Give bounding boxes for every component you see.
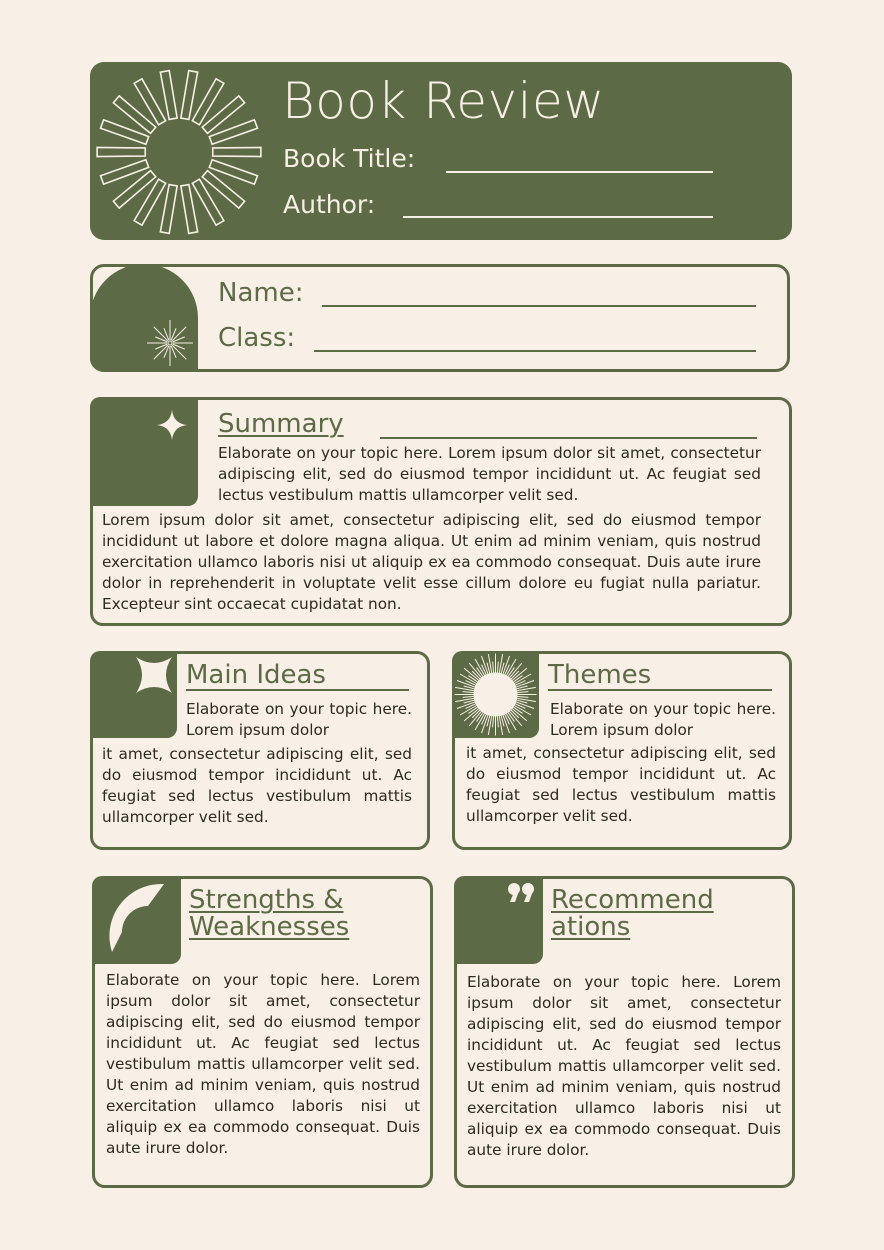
starburst-ray xyxy=(155,337,167,342)
name-label: Name: xyxy=(218,278,304,308)
sunburst-ray xyxy=(192,79,223,125)
sunburst-ray xyxy=(202,96,244,134)
starburst-ray xyxy=(173,337,185,342)
page-title: Book Review xyxy=(282,72,605,130)
sun-ray xyxy=(511,668,527,681)
sunburst-ray xyxy=(209,120,257,145)
sun-ray xyxy=(469,663,482,679)
starburst-ray xyxy=(164,328,169,340)
author-line[interactable] xyxy=(403,216,713,218)
sunburst-ray xyxy=(160,71,177,120)
sunburst-ray xyxy=(101,160,149,185)
main-ideas-title-rule xyxy=(186,689,409,691)
sun-ray xyxy=(511,707,527,720)
main-ideas-intro: Elaborate on your topic here. Lorem ipsum dolor xyxy=(186,700,412,739)
summary-title: Summary xyxy=(218,409,344,439)
starburst-ray xyxy=(173,344,185,349)
summary-intro: Elaborate on your topic here. Lorem ipsum dolor sit amet, consectetur adipiscing elit, sed do eiusmod tempor incididunt ut. Ac feugiat sed lectus vestibulum mattis ullamcorper velit sed. xyxy=(218,444,761,504)
book-title-line[interactable] xyxy=(446,171,713,173)
sun-icon xyxy=(452,651,539,738)
recommendations-title-line2: ations xyxy=(551,912,631,942)
sunburst-ray xyxy=(181,185,198,234)
sun-ray xyxy=(464,707,480,720)
main-ideas-body: it amet, consectetur adipiscing elit, sed do eiusmod tempor incididunt ut. Ac feugiat sed lectus vestibulum mattis ullamcorper velit sed. xyxy=(102,745,412,826)
recommendations-title-line1: Recommend xyxy=(551,885,714,915)
class-line[interactable] xyxy=(314,350,756,352)
themes-body: it amet, consectetur adipiscing elit, sed do eiusmod tempor incididunt ut. Ac feugiat sed lectus vestibulum mattis ullamcorper velit sed. xyxy=(466,744,776,825)
strengths-body: Elaborate on your topic here. Lorem ipsum dolor sit amet, consectetur adipiscing elit, sed do eiusmod tempor incididunt ut. Ac feugiat sed lectus vestibulum mattis ullamcorper velit sed. Ut enim ad minim veniam, quis nostrud exercitation ullamco laboris nisi ut aliquip ex ea commodo consequat. Duis aute irure dolor. xyxy=(106,971,420,1157)
themes-title: Themes xyxy=(548,660,652,690)
sunburst-ray xyxy=(209,160,257,185)
sunburst-ray xyxy=(101,120,149,145)
sunburst-icon xyxy=(95,68,263,236)
strengths-title-line1: Strengths & xyxy=(189,885,344,915)
sunburst-ray xyxy=(113,171,155,209)
themes-title-rule xyxy=(548,689,772,691)
starburst-ray xyxy=(155,344,167,349)
summary-body: Lorem ipsum dolor sit amet, consectetur adipiscing elit, sed do eiusmod tempor incididunt ut labore et dolore magna aliqua. Ut enim ad minim veniam, quis nostrud exercitation ullamco laboris nisi ut aliquip ex ea commodo consequat. Duis aute irure dolor in reprehenderit in voluptate velit esse cillum dolore eu fugiat nulla pariatur. Excepteur sint occaecat cupidatat non. xyxy=(102,511,761,613)
summary-title-rule xyxy=(380,437,757,439)
sunburst-ray xyxy=(213,147,261,156)
sun-ray xyxy=(508,663,521,679)
quote-icon xyxy=(506,882,538,904)
themes-intro: Elaborate on your topic here. Lorem ipsum dolor xyxy=(550,700,776,739)
name-line[interactable] xyxy=(322,305,756,307)
sunburst-ray xyxy=(113,96,155,134)
sunburst-ray xyxy=(160,185,177,234)
sunburst-ray xyxy=(97,147,145,156)
starburst-ray xyxy=(171,346,176,358)
book-title-label: Book Title: xyxy=(283,144,416,173)
main-ideas-title: Main Ideas xyxy=(186,660,326,690)
sunburst-ray xyxy=(202,171,244,209)
sun-ray xyxy=(469,710,482,726)
sparkle-icon xyxy=(155,408,189,442)
sunburst-ray xyxy=(134,79,165,125)
author-label: Author: xyxy=(283,190,376,219)
starburst-ray xyxy=(164,346,169,358)
crescent-icon xyxy=(92,876,181,964)
sun-ray xyxy=(508,710,521,726)
sunburst-ray xyxy=(192,179,223,225)
class-label: Class: xyxy=(218,323,296,353)
recommendations-body: Elaborate on your topic here. Lorem ipsum dolor sit amet, consectetur adipiscing elit, sed do eiusmod tempor incididunt ut. Ac feugiat sed lectus vestibulum mattis ullamcorper velit sed. Ut enim ad minim veniam, quis nostrud exercitation ullamco laboris nisi ut aliquip ex ea commodo consequat. Duis aute irure dolor. xyxy=(467,973,781,1159)
starburst-ray xyxy=(171,328,176,340)
sunburst-ray xyxy=(181,71,198,120)
starburst-icon xyxy=(145,318,195,368)
sun-ray xyxy=(464,668,480,681)
four-point-star-icon xyxy=(136,657,172,693)
strengths-title-line2: Weaknesses xyxy=(189,912,350,942)
sunburst-ray xyxy=(134,179,165,225)
